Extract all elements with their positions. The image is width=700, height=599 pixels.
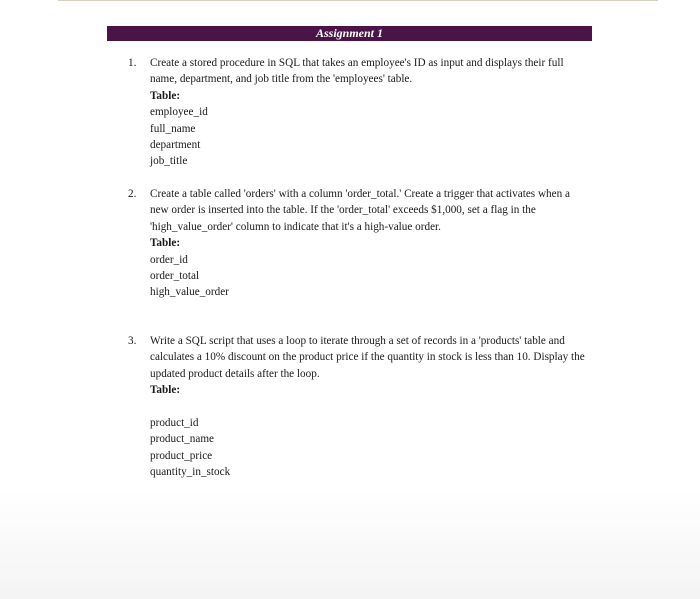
field-name: product_price xyxy=(150,449,213,462)
field-name: high_value_order xyxy=(150,286,229,299)
field-name: product_name xyxy=(150,433,214,446)
table-label: Table: xyxy=(150,384,181,397)
question-2 xyxy=(128,186,588,301)
field-name: order_id xyxy=(150,253,188,266)
field-name: product_id xyxy=(150,417,199,430)
field-name: department xyxy=(150,139,201,152)
question-1 xyxy=(128,55,588,170)
top-divider xyxy=(58,0,658,1)
question-text: Write a SQL script that uses a loop to iterate through a set of records in a 'products' table and calculates a 10% discount on the product price if the quantity in stock is less than 10. Display the updated product details after the loop. xyxy=(150,335,585,380)
field-list xyxy=(150,104,588,170)
page-shadow xyxy=(0,489,700,599)
question-text: Create a table called 'orders' with a column 'order_total.' Create a trigger that activates when a new order is inserted into the table. If the 'order_total' exceeds $1,000, set a flag in the 'high_value_order' column to indicate that it's a high-value order. xyxy=(150,188,570,233)
table-label: Table: xyxy=(150,237,181,250)
question-3 xyxy=(128,333,588,481)
assignment-title: Assignment 1 xyxy=(107,26,592,41)
field-name: quantity_in_stock xyxy=(150,466,231,479)
blank-line xyxy=(150,399,588,415)
question-number: 2. xyxy=(128,188,137,200)
field-name: order_total xyxy=(150,270,200,283)
question-text: Create a stored procedure in SQL that takes an employee's ID as input and displays their full name, department, and job title from the 'employees' table. xyxy=(150,57,564,86)
question-number: 3. xyxy=(128,335,137,347)
field-name: employee_id xyxy=(150,106,208,119)
field-name: job_title xyxy=(150,155,188,168)
question-number: 1. xyxy=(128,57,137,69)
field-name: full_name xyxy=(150,122,196,135)
table-label: Table: xyxy=(150,89,181,102)
field-list xyxy=(150,415,588,481)
field-list xyxy=(150,252,588,301)
